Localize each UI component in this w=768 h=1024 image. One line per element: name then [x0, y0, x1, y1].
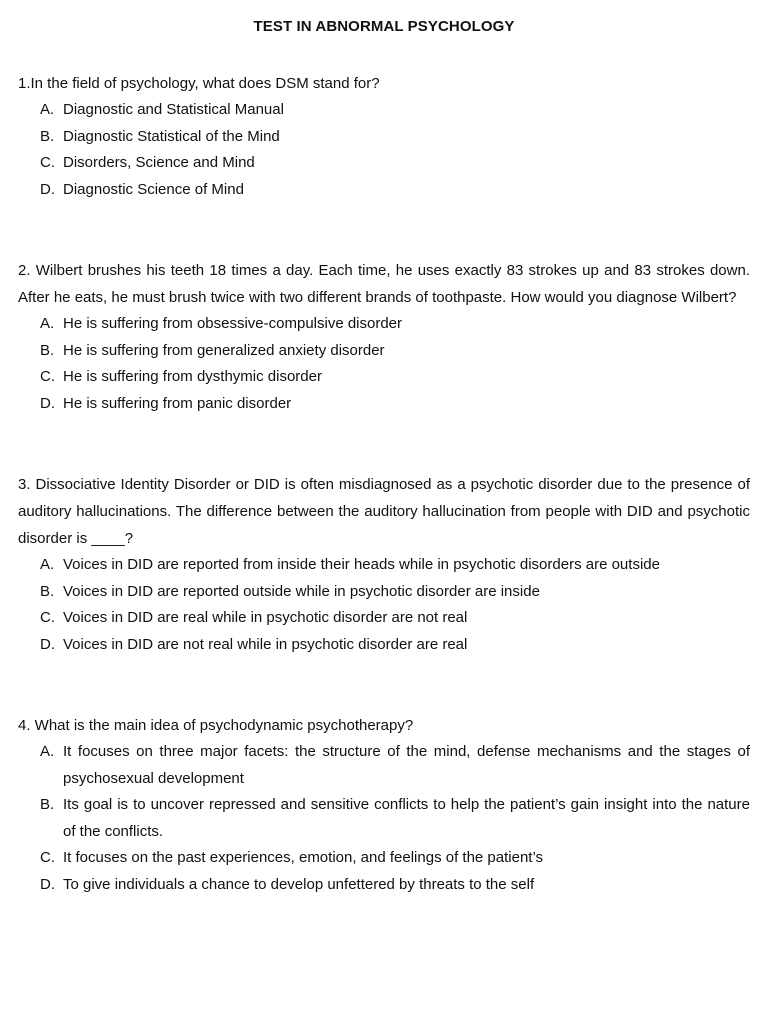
- option-b: [40, 338, 750, 365]
- option-text: Voices in DID are reported outside while in psychotic disorder are inside: [63, 582, 540, 600]
- option-c: [40, 845, 750, 872]
- option-letter: D.: [40, 875, 55, 893]
- option-b: [40, 792, 750, 845]
- option-text: He is suffering from panic disorder: [63, 394, 292, 412]
- option-c: [40, 605, 750, 632]
- question-1: [18, 70, 750, 203]
- question-text: 3. Dissociative Identity Disorder or DID is often misdiagnosed as a psychotic disorder due to the presence of auditory hallucinations. The difference between the auditory hallucination from people with DID and psychotic disorder is ____?: [18, 476, 750, 547]
- option-b: [40, 579, 750, 606]
- document-title: TEST IN ABNORMAL PSYCHOLOGY: [253, 18, 515, 35]
- option-text: Voices in DID are real while in psychotic disorder are not real: [63, 609, 468, 626]
- option-text: Diagnostic and Statistical Manual: [63, 101, 284, 118]
- option-text: He is suffering from generalized anxiety disorder: [63, 341, 385, 359]
- question-text: 2. Wilbert brushes his teeth 18 times a day. Each time, he uses exactly 83 strokes up and 83 strokes down. After he eats, he must brush twice with two different brands of toothpaste. How would you diagnose Wilbert?: [18, 262, 750, 306]
- option-text: Its goal is to uncover repressed and sensitive conflicts to help the patient’s gain insight into the nature of the conflicts.: [63, 796, 750, 840]
- option-letter: C.: [40, 368, 55, 385]
- option-text: It focuses on three major facets: the structure of the mind, defense mechanisms and the stages of psychosexual development: [63, 743, 750, 787]
- option-text: Diagnostic Statistical of the Mind: [63, 127, 280, 145]
- answer-options: [18, 311, 750, 417]
- option-letter: A.: [40, 743, 55, 760]
- option-text: He is suffering from obsessive-compulsive disorder: [63, 315, 403, 332]
- question-4: [18, 712, 750, 898]
- option-b: [40, 124, 750, 151]
- option-text: It focuses on the past experiences, emotion, and feelings of the patient’s: [63, 849, 544, 866]
- option-letter: B.: [40, 796, 55, 813]
- option-letter: A.: [40, 101, 55, 118]
- question-text: 4. What is the main idea of psychodynamic psychotherapy?: [18, 717, 414, 734]
- option-a: [40, 97, 750, 124]
- option-a: [40, 311, 750, 338]
- option-letter: B.: [40, 341, 55, 359]
- option-a: [40, 552, 750, 579]
- option-letter: D.: [40, 394, 55, 412]
- option-letter: A.: [40, 315, 55, 332]
- option-letter: B.: [40, 582, 55, 600]
- option-letter: C.: [40, 609, 55, 626]
- answer-options: [18, 97, 750, 203]
- option-text: Diagnostic Science of Mind: [63, 180, 244, 198]
- option-letter: C.: [40, 849, 55, 866]
- option-text: He is suffering from dysthymic disorder: [63, 368, 322, 385]
- answer-options: [18, 552, 750, 658]
- option-c: [40, 150, 750, 177]
- option-c: [40, 364, 750, 391]
- option-text: Disorders, Science and Mind: [63, 154, 255, 171]
- option-d: [40, 872, 750, 899]
- option-a: [40, 739, 750, 792]
- option-letter: C.: [40, 154, 55, 171]
- question-2: [18, 257, 750, 417]
- option-d: [40, 177, 750, 204]
- option-d: [40, 632, 750, 659]
- answer-options: [18, 739, 750, 898]
- option-text: Voices in DID are not real while in psychotic disorder are real: [63, 635, 468, 653]
- option-letter: D.: [40, 635, 55, 653]
- option-text: To give individuals a chance to develop unfettered by threats to the self: [63, 875, 535, 893]
- option-d: [40, 391, 750, 418]
- option-letter: B.: [40, 127, 55, 145]
- question-text: 1.In the field of psychology, what does DSM stand for?: [18, 75, 380, 92]
- option-letter: D.: [40, 180, 55, 198]
- option-letter: A.: [40, 556, 55, 573]
- question-3: [18, 471, 750, 658]
- option-text: Voices in DID are reported from inside their heads while in psychotic disorders are outside: [63, 556, 660, 573]
